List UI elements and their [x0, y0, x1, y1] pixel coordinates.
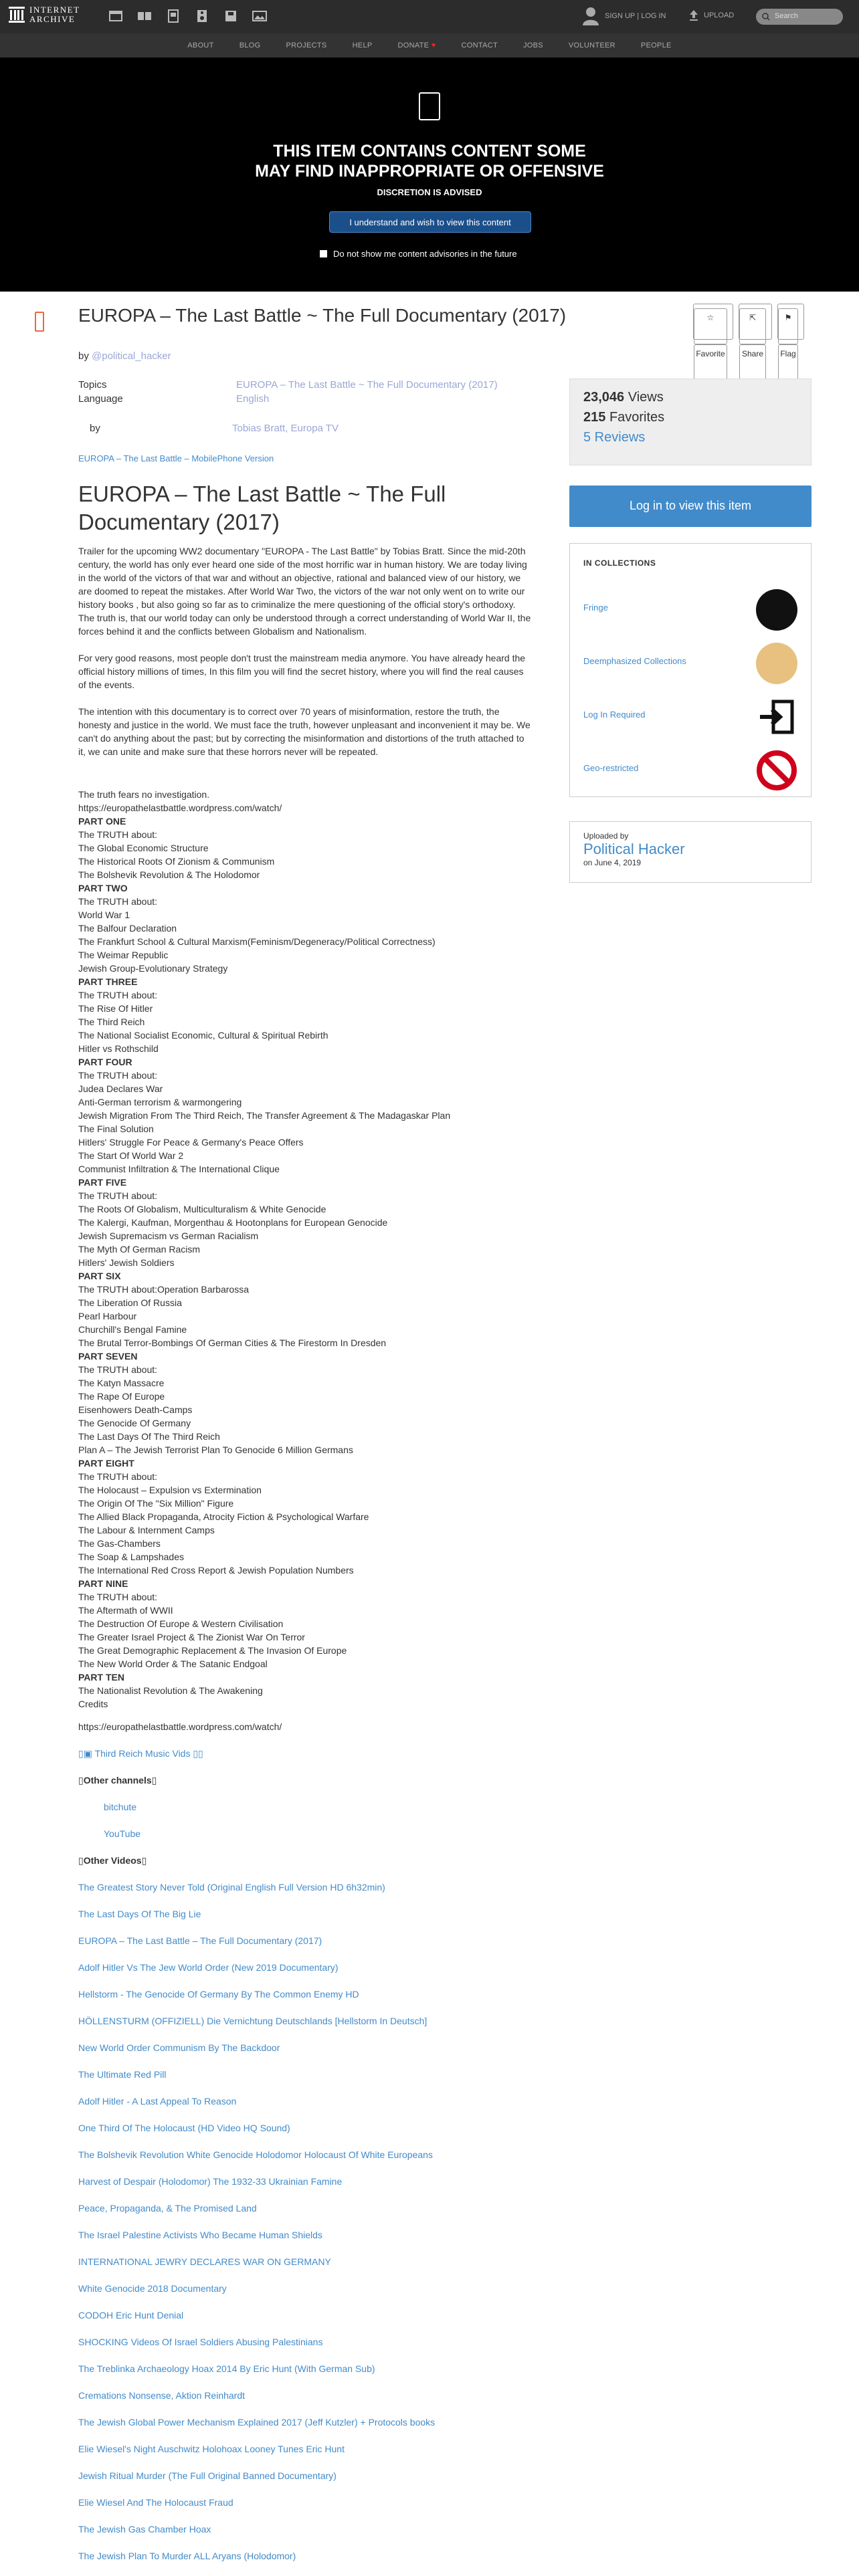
logo-line2: ARCHIVE: [29, 14, 76, 24]
list-line: The Greater Israel Project & The Zionist War On Terror: [78, 1632, 305, 1642]
list-line: World War 1: [78, 909, 130, 920]
reviews-link[interactable]: 5 Reviews: [583, 430, 646, 445]
favorite-label: Favorite: [694, 344, 727, 381]
list-line: The Liberation Of Russia: [78, 1297, 182, 1308]
collection-item[interactable]: [583, 750, 797, 791]
list-line: The TRUTH about:: [78, 1190, 158, 1201]
language-label: Language: [78, 393, 123, 405]
software-icon[interactable]: [222, 8, 240, 24]
accept-content-button[interactable]: I understand and wish to view this content: [329, 211, 531, 233]
channel-link[interactable]: bitchute: [104, 1802, 137, 1812]
nav-jobs[interactable]: JOBS: [522, 41, 543, 49]
search-icon: [762, 13, 770, 21]
video-link[interactable]: EUROPA – The Last Battle – The Full Documentary (2017): [78, 1935, 322, 1946]
part-heading: PART NINE: [78, 1578, 128, 1589]
favorite-button[interactable]: [693, 304, 733, 358]
nav-about[interactable]: ABOUT: [187, 41, 214, 49]
list-line: The Holocaust – Expulsion vs Extermination: [78, 1485, 262, 1495]
list-line: Hitler vs Rothschild: [78, 1043, 159, 1054]
collection-link[interactable]: Log In Required: [583, 710, 646, 720]
video-link[interactable]: New World Order Communism By The Backdoor: [78, 2042, 280, 2053]
geo-restricted-icon: [756, 750, 797, 791]
part-heading: PART TWO: [78, 883, 128, 893]
video-link[interactable]: Jewish Ritual Murder (The Full Original Banned Documentary): [78, 2470, 337, 2481]
list-line: The Rape Of Europe: [78, 1391, 165, 1402]
list-line: The Brutal Terror-Bombings Of German Cities & The Firestorm In Dresden: [78, 1337, 387, 1348]
site-logo[interactable]: [8, 5, 80, 24]
list-line: The Weimar Republic: [78, 950, 169, 960]
favorites-label: Favorites: [609, 410, 665, 425]
video-link[interactable]: Cremations Nonsense, Aktion Reinhardt: [78, 2390, 246, 2401]
web-icon[interactable]: [107, 8, 124, 24]
contents-list: [78, 788, 547, 1711]
video-link[interactable]: The Greatest Story Never Told (Original English Full Version HD 6h32min): [78, 1882, 385, 1893]
list-line: Churchill's Bengal Famine: [78, 1324, 187, 1335]
list-line: https://europathelastbattle.wordpress.com/watch/: [78, 802, 282, 813]
discretion-text: DISCRETION IS ADVISED: [377, 187, 482, 197]
list-line: The Roots Of Globalism, Multiculturalism & White Genocide: [78, 1204, 326, 1214]
video-link[interactable]: The Last Days Of The Big Lie: [78, 1909, 201, 1919]
video-link[interactable]: The Israel Palestine Activists Who Became Human Shields: [78, 2230, 322, 2240]
login-required-icon: [756, 696, 797, 738]
list-line: The Historical Roots Of Zionism & Communism: [78, 856, 275, 867]
list-line: The Last Days Of The Third Reich: [78, 1431, 220, 1442]
nav-donate[interactable]: [398, 41, 436, 49]
by-meta-label: by: [90, 423, 100, 434]
advisory-line2: MAY FIND INAPPROPRIATE OR OFFENSIVE: [255, 162, 604, 181]
part-heading: PART EIGHT: [78, 1458, 134, 1469]
video-link[interactable]: Peace, Propaganda, & The Promised Land: [78, 2203, 257, 2214]
list-line: The TRUTH about:: [78, 1592, 158, 1602]
flag-button[interactable]: [777, 304, 804, 358]
part-heading: PART ONE: [78, 816, 126, 827]
images-icon[interactable]: [251, 8, 268, 24]
list-line: The Nationalist Revolution & The Awakening: [78, 1685, 263, 1696]
list-line: The Allied Black Propaganda, Atrocity Fiction & Psychological Warfare: [78, 1511, 369, 1522]
upload-label: UPLOAD: [704, 11, 735, 19]
description-paragraph: Trailer for the upcoming WW2 documentary "EUROPA - The Last Battle" by Tobias Bratt. Since the mid-20th century, the world has only ever heard one side of the most horrific war in human history. We are today living in the world of the victors of that war and without an objective, rational and balanced view of our history, we are doomed to repeat the mistakes. After World War Two, the victors of the war not only went on to write our history books , but also going so far as to criminalize the mere questioning of the official story's orthodoxy. The truth is, that our world today can only be understood through a correct understanding of World War II, the forces behind it and the conflicts between Globalism and Nationalism.: [78, 546, 531, 637]
description-heading: EUROPA – The Last Battle ~ The Full Documentary (2017): [78, 481, 446, 534]
video-link[interactable]: White Genocide 2018 Documentary: [78, 2283, 227, 2294]
fringe-thumb-icon: [756, 589, 797, 631]
collection-item[interactable]: [583, 696, 797, 738]
list-line: Plan A – The Jewish Terrorist Plan To Genocide 6 Million Germans: [78, 1444, 353, 1455]
item-title: EUROPA – The Last Battle ~ The Full Documentary (2017): [78, 305, 567, 326]
list-line: The Third Reich: [78, 1016, 145, 1027]
share-button[interactable]: [739, 304, 772, 358]
advisory-line1: THIS ITEM CONTAINS CONTENT SOME: [273, 142, 586, 160]
list-line: Credits: [78, 1699, 108, 1709]
user-avatar-icon[interactable]: [582, 6, 599, 26]
list-line: Judea Declares War: [78, 1083, 163, 1094]
list-line: Jewish Supremacism vs German Racialism: [78, 1230, 259, 1241]
nav-blog[interactable]: BLOG: [239, 41, 261, 49]
description-paragraph: The intention with this documentary is to correct over 70 years of misinformation, restore the truth, the honesty and justice in the world. We must face the truth, however unpleasant and inconvenient it may be. We can't do anything about the past; but by correcting the misinformation and distortions of the truth attached to it, we can unite and make sure that these horrors never will be repeated.: [78, 706, 531, 757]
collection-link[interactable]: Fringe: [583, 603, 608, 613]
part-heading: PART THREE: [78, 976, 138, 987]
star-icon: ☆: [694, 308, 727, 344]
auth-separator: |: [635, 12, 642, 20]
optout-label: Do not show me content advisories in the future: [333, 249, 517, 259]
list-line: The TRUTH about:: [78, 829, 158, 840]
list-line: Pearl Harbour: [78, 1311, 137, 1321]
favorites-stat: [583, 407, 797, 427]
upload-date: on June 4, 2019: [583, 858, 642, 867]
item-byline: [78, 350, 171, 362]
favorites-count: 215: [583, 410, 606, 425]
video-link[interactable]: Hellstorm - The Genocide Of Germany By The Common Enemy HD: [78, 1989, 359, 2000]
video-link[interactable]: SHOCKING Videos Of Israel Soldiers Abusing Palestinians: [78, 2337, 323, 2347]
video-link[interactable]: Elie Wiesel And The Holocaust Fraud: [78, 2497, 233, 2508]
views-stat: [583, 387, 797, 407]
channel-link[interactable]: YouTube: [104, 1828, 141, 1839]
video-link[interactable]: The Jewish Gas Chamber Hoax: [78, 2524, 211, 2535]
views-label: Views: [628, 390, 664, 405]
list-line: The Frankfurt School & Cultural Marxism(Feminism/Degeneracy/Political Correctness): [78, 936, 436, 947]
part-heading: PART FOUR: [78, 1057, 132, 1067]
list-line: The Great Demographic Replacement & The Invasion Of Europe: [78, 1645, 347, 1656]
list-line: Anti-German terrorism & warmongering: [78, 1097, 242, 1107]
video-link[interactable]: HÖLLENSTURM (OFFIZIELL) Die Vernichtung Deutschlands [Hellstorm In Deutsch]: [78, 2016, 427, 2026]
uploader-box: [569, 821, 812, 883]
uploaded-by-label: Uploaded by: [583, 831, 629, 841]
list-line: The Genocide Of Germany: [78, 1418, 191, 1428]
nav-donate-label: DONATE: [397, 41, 430, 49]
video-link[interactable]: INTERNATIONAL JEWRY DECLARES WAR ON GERMANY: [78, 2256, 331, 2267]
nav-volunteer[interactable]: VOLUNTEER: [568, 41, 615, 49]
uploader-link[interactable]: Political Hacker: [583, 841, 685, 857]
video-link[interactable]: Harvest of Despair (Holodomor) The 1932-33 Ukrainian Famine: [78, 2176, 343, 2187]
advisory-title: [0, 141, 859, 181]
video-icon[interactable]: [165, 8, 182, 24]
list-line: The Aftermath of WWII: [78, 1605, 173, 1616]
language-value[interactable]: English: [236, 393, 270, 405]
warning-icon: [419, 92, 440, 120]
video-link[interactable]: The Bolshevik Revolution White Genocide Holodomor Holocaust Of White Europeans: [78, 2149, 433, 2160]
video-link[interactable]: Elie Wiesel's Night Auschwitz Holohoax Looney Tunes Eric Hunt: [78, 2444, 345, 2454]
nav-help[interactable]: HELP: [352, 41, 373, 49]
list-line: The National Socialist Economic, Cultural & Spiritual Rebirth: [78, 1030, 328, 1041]
search-input[interactable]: [756, 9, 843, 25]
list-line: The TRUTH about:: [78, 1471, 158, 1482]
stats-box: [569, 379, 812, 465]
list-line: The Bolshevik Revolution & The Holodomor: [78, 869, 260, 880]
share-label: Share: [739, 344, 766, 381]
list-line: Hitlers' Jewish Soldiers: [78, 1257, 175, 1268]
watch-url-text: https://europathelastbattle.wordpress.com/watch/: [78, 1721, 282, 1732]
video-link[interactable]: Adolf Hitler - A Last Appeal To Reason: [78, 2096, 237, 2107]
list-line: The Origin Of The "Six Million" Figure: [78, 1498, 234, 1509]
archive-temple-icon: [8, 5, 25, 24]
list-line: The International Red Cross Report & Jewish Population Numbers: [78, 1565, 354, 1576]
audio-icon[interactable]: [193, 8, 211, 24]
upload-button[interactable]: [689, 9, 734, 21]
creator-link[interactable]: @political_hacker: [92, 350, 171, 362]
nav-contact[interactable]: CONTACT: [461, 41, 498, 49]
list-line: The Balfour Declaration: [78, 923, 177, 934]
part-heading: PART SIX: [78, 1271, 121, 1281]
video-link[interactable]: CODOH Eric Hunt Denial: [78, 2310, 184, 2321]
list-line: Eisenhowers Death-Camps: [78, 1404, 193, 1415]
collections-box: [569, 543, 812, 797]
topics-label: Topics: [78, 379, 107, 391]
content-advisory: [0, 58, 859, 292]
advisory-optout[interactable]: [320, 249, 517, 259]
logo-line1: INTERNET: [29, 5, 80, 15]
collections-title: IN COLLECTIONS: [583, 558, 656, 568]
secondary-nav: [0, 33, 859, 58]
video-link[interactable]: The Ultimate Red Pill: [78, 2069, 167, 2080]
list-line: The TRUTH about:: [78, 896, 158, 907]
list-line: The Destruction Of Europe & Western Civilisation: [78, 1618, 284, 1629]
by-meta-value[interactable]: Tobias Bratt, Europa TV: [232, 423, 339, 434]
description: [78, 544, 533, 772]
list-line: The Global Economic Structure: [78, 843, 209, 853]
collection-link[interactable]: Deemphasized Collections: [583, 656, 686, 666]
list-line: The Soap & Lampshades: [78, 1551, 184, 1562]
video-link[interactable]: Adolf Hitler Vs The Jew World Order (New 2019 Documentary): [78, 1962, 339, 1973]
flag-label: Flag: [778, 344, 798, 381]
part-heading: PART TEN: [78, 1672, 124, 1683]
video-link[interactable]: The Treblinka Archaeology Hoax 2014 By Eric Hunt (With German Sub): [78, 2363, 375, 2374]
list-line: The Start Of World War 2: [78, 1150, 184, 1161]
login-link[interactable]: LOG IN: [641, 12, 666, 20]
other-channels-heading: ▯Other channels▯: [78, 1775, 157, 1786]
list-line: The Final Solution: [78, 1123, 154, 1134]
heart-icon: ♥: [431, 41, 436, 49]
other-videos-heading: ▯Other Videos▯: [78, 1855, 147, 1866]
by-label: by: [78, 350, 89, 362]
collection-item[interactable]: [583, 589, 797, 631]
texts-icon[interactable]: [136, 8, 153, 24]
list-line: The TRUTH about:: [78, 1070, 158, 1081]
flag-icon: ⚑: [778, 308, 798, 344]
list-line: The Kalergi, Kaufman, Morgenthau & Hootonplans for European Genocide: [78, 1217, 388, 1228]
nav-projects[interactable]: PROJECTS: [286, 41, 327, 49]
video-link[interactable]: The Jewish Plan To Murder ALL Aryans (Holodomor): [78, 2551, 296, 2561]
top-navbar: [0, 0, 859, 33]
list-line: The TRUTH about:: [78, 1364, 158, 1375]
list-line: The Myth Of German Racism: [78, 1244, 201, 1255]
list-line: The New World Order & The Satanic Endgoal: [78, 1658, 268, 1669]
item-type-icon: [35, 312, 44, 332]
part-heading: PART FIVE: [78, 1177, 127, 1188]
list-line: The Labour & Internment Camps: [78, 1525, 215, 1535]
nav-people[interactable]: PEOPLE: [640, 41, 672, 49]
collections-thumb-icon: [756, 643, 797, 684]
list-line: Jewish Group-Evolutionary Strategy: [78, 963, 228, 974]
topics-value[interactable]: EUROPA – The Last Battle ~ The Full Documentary (2017): [236, 379, 498, 391]
share-icon: ⇱: [739, 308, 766, 344]
video-link[interactable]: One Third Of The Holocaust (HD Video HQ Sound): [78, 2123, 290, 2133]
list-line: The Gas-Chambers: [78, 1538, 161, 1549]
optout-checkbox[interactable]: [320, 250, 327, 257]
collection-item[interactable]: [583, 643, 797, 684]
list-line: The Rise Of Hitler: [78, 1003, 153, 1014]
list-line: Jewish Migration From The Third Reich, The Transfer Agreement & The Madagaskar Plan: [78, 1110, 451, 1121]
upload-icon: [689, 9, 698, 21]
mobile-version-link[interactable]: EUROPA – The Last Battle – MobilePhone Version: [78, 453, 274, 463]
list-line: The TRUTH about:: [78, 990, 158, 1000]
list-line: The truth fears no investigation.: [78, 789, 210, 800]
collection-link[interactable]: Geo-restricted: [583, 763, 639, 773]
list-line: The TRUTH about:Operation Barbarossa: [78, 1284, 249, 1295]
list-line: The Katyn Massacre: [78, 1378, 165, 1388]
description-paragraph: For very good reasons, most people don't trust the mainstream media anymore. You have already heard the official history millions of times, In this film you will find the secret history, where you will find the real causes of the events.: [78, 653, 526, 690]
list-line: Hitlers' Struggle For Peace & Germany's Peace Offers: [78, 1137, 304, 1148]
video-link[interactable]: The Jewish Global Power Mechanism Explained 2017 (Jeff Kutzler) + Protocols books: [78, 2417, 436, 2428]
search-placeholder: Search: [775, 12, 798, 20]
login-to-view-button[interactable]: Log in to view this item: [569, 486, 812, 527]
views-count: 23,046: [583, 390, 625, 405]
part-heading: PART SEVEN: [78, 1351, 138, 1362]
list-line: Communist Infiltration & The International Clique: [78, 1164, 280, 1174]
third-reich-link[interactable]: ▯▣ Third Reich Music Vids ▯▯: [78, 1748, 203, 1759]
signup-link[interactable]: SIGN UP: [605, 12, 636, 20]
